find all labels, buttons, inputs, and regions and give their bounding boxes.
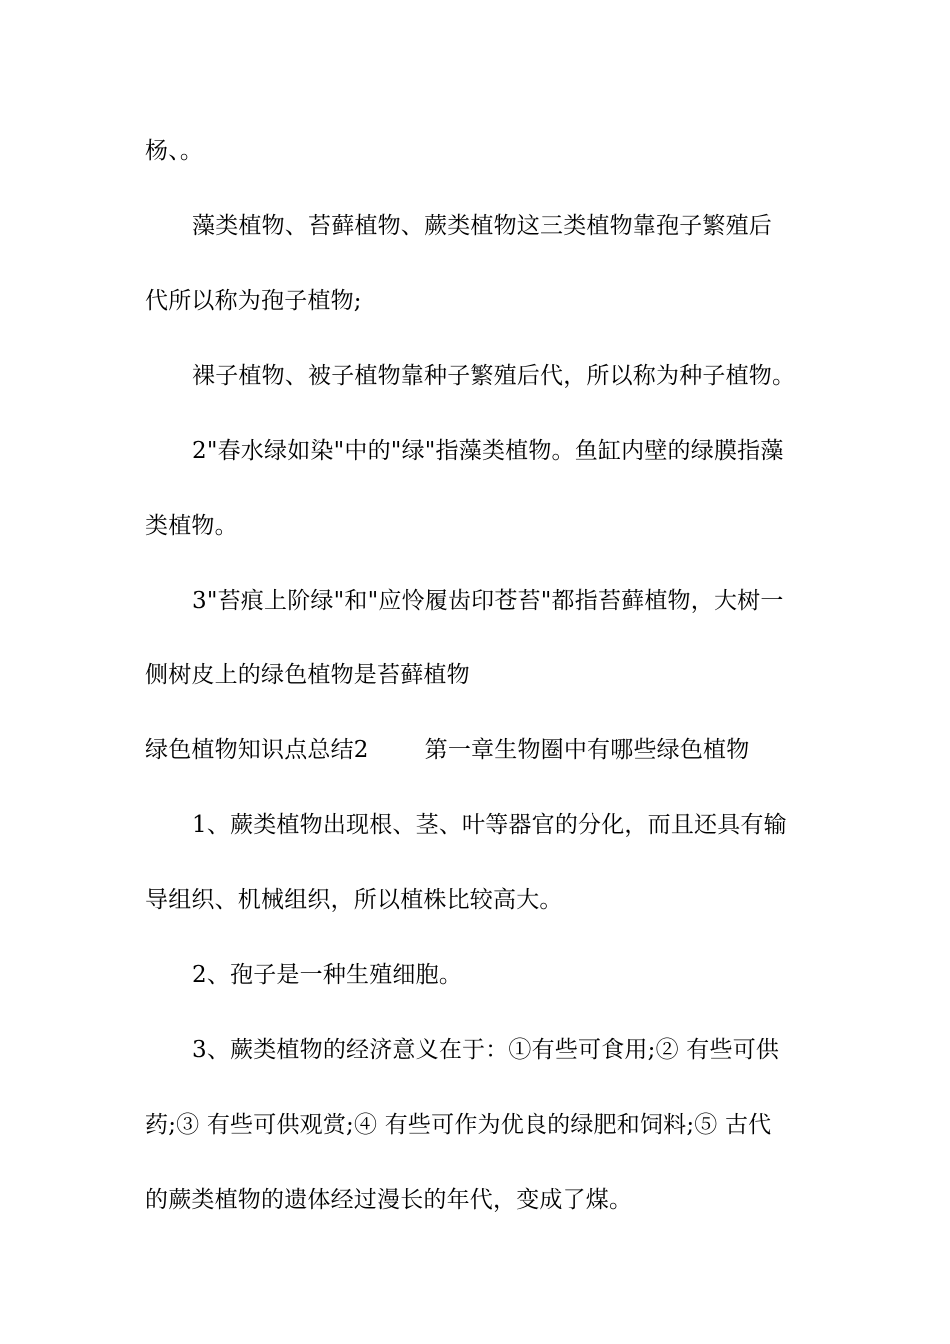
paragraph-line: 3"苔痕上阶绿"和"应怜履齿印苍苔"都指苔藓植物，大树一 <box>192 588 784 614</box>
paragraph-line: 杨、。 <box>145 138 204 164</box>
section-heading-subtitle: 第一章生物圈中有哪些绿色植物 <box>424 737 750 763</box>
paragraph-line: 裸子植物、被子植物靠种子繁殖后代，所以称为种子植物。 <box>192 363 796 389</box>
paragraph-line: 藻类植物、苔藓植物、蕨类植物这三类植物靠孢子繁殖后 <box>192 213 772 239</box>
paragraph-line: 侧树皮上的绿色植物是苔藓植物 <box>145 662 470 688</box>
paragraph-line: 药;③ 有些可供观赏;④ 有些可作为优良的绿肥和饲料;⑤ 古代 <box>145 1112 772 1138</box>
paragraph-line: 的蕨类植物的遗体经过漫长的年代，变成了煤。 <box>145 1187 633 1213</box>
paragraph-line: 3、蕨类植物的经济意义在于：①有些可食用;② 有些可供 <box>192 1037 780 1063</box>
paragraph-line: 代所以称为孢子植物; <box>145 288 362 314</box>
paragraph-line: 2、孢子是一种生殖细胞。 <box>192 962 463 988</box>
paragraph-line: 导组织、机械组织，所以植株比较高大。 <box>145 887 563 913</box>
paragraph-line: 2"春水绿如染"中的"绿"指藻类植物。鱼缸内壁的绿膜指藻 <box>192 438 784 464</box>
paragraph-line: 1、蕨类植物出现根、茎、叶等器官的分化，而且还具有输 <box>192 812 787 838</box>
section-heading-title: 绿色植物知识点总结2 <box>145 737 369 763</box>
paragraph-line: 类植物。 <box>145 513 238 539</box>
section-heading <box>145 735 749 765</box>
